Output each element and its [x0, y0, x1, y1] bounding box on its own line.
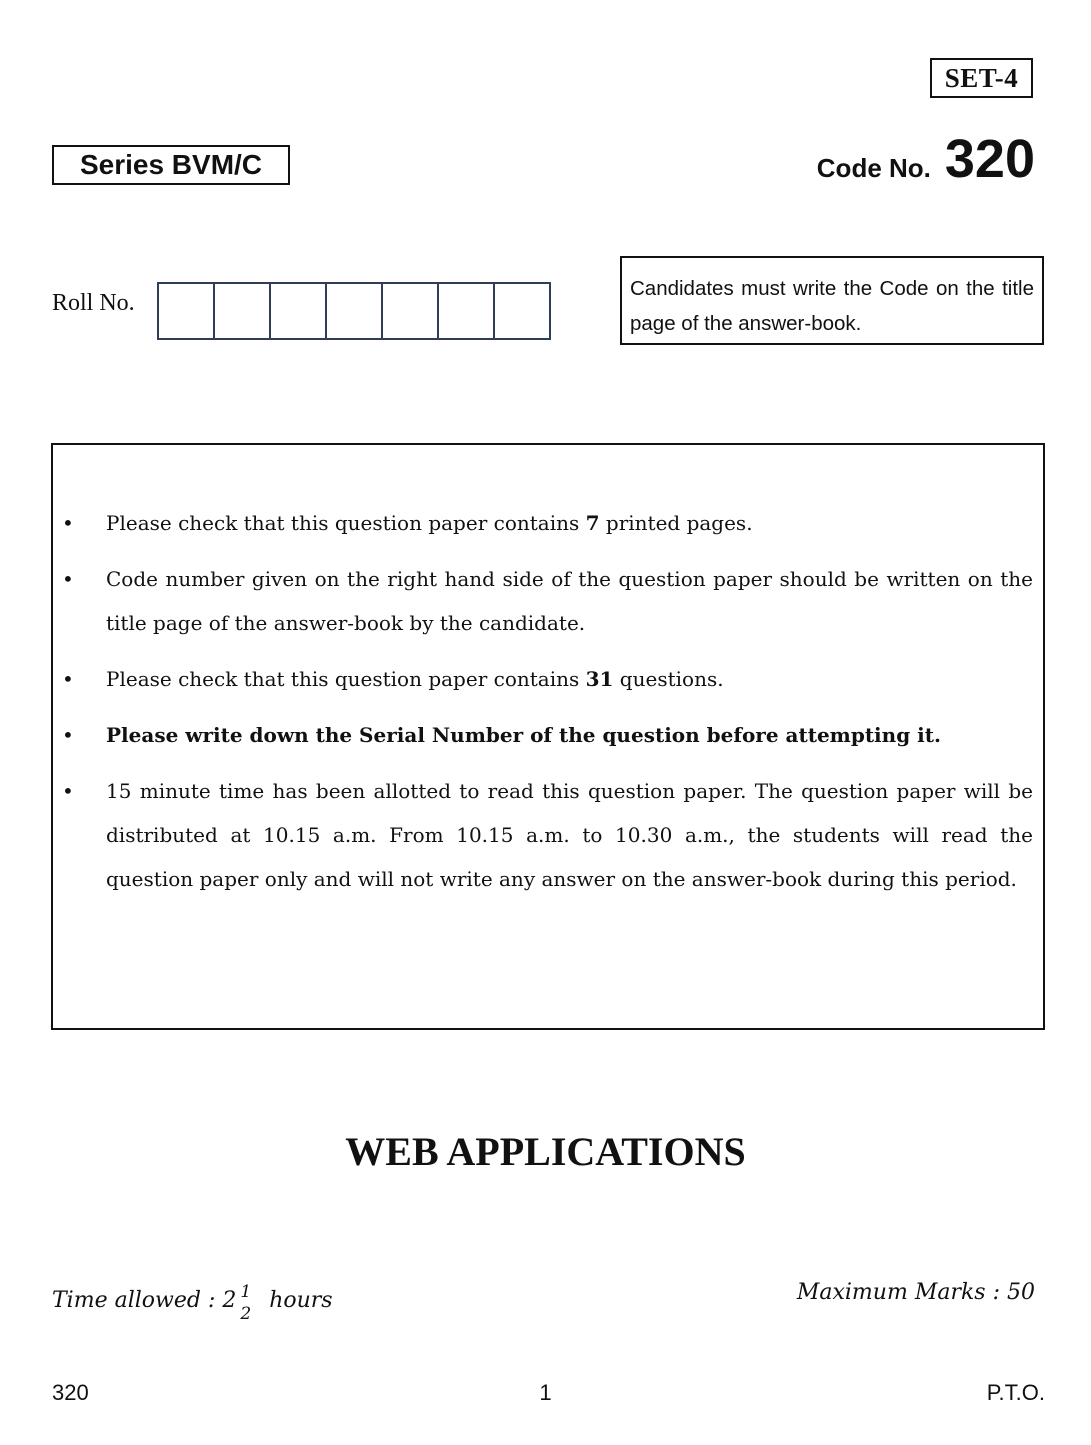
instruction-text: questions.: [613, 667, 724, 691]
instruction-text: 15 minute time has been allotted to read this question paper. The question paper will be distributed at 10.15 a.m. From 10.15 a.m. to 10.30 a.m., the students will read the question paper only and will not write any answer on the answer-book during this period.: [106, 779, 1033, 891]
roll-number-boxes: [157, 282, 551, 340]
instruction-text: printed pages.: [599, 511, 753, 535]
instruction-text: 31: [585, 667, 614, 691]
pto-label: P.T.O.: [986, 1380, 1045, 1405]
roll-number-cell[interactable]: [495, 284, 549, 338]
instruction-item: [53, 501, 1043, 545]
roll-number-cell[interactable]: [271, 284, 327, 338]
instructions-list: [53, 501, 1043, 913]
roll-number-label: Roll No.: [52, 290, 135, 316]
code-number: 320: [944, 129, 1035, 189]
candidate-code-note: Candidates must write the Code on the title page of the answer-book.: [620, 256, 1044, 345]
roll-number-cell[interactable]: [383, 284, 439, 338]
roll-number-cell[interactable]: [327, 284, 383, 338]
roll-number-cell[interactable]: [159, 284, 215, 338]
instruction-item: [53, 557, 1043, 645]
instruction-text: Please write down the Serial Number of the question before attempting it.: [106, 723, 941, 747]
instruction-text: Code number given on the right hand side of the question paper should be written on the title page of the answer-book by the candidate.: [106, 567, 1033, 635]
page-number: 1: [539, 1380, 552, 1405]
time-fraction: [240, 1281, 251, 1325]
code-number-block: [817, 128, 1035, 190]
instruction-item: [53, 769, 1043, 901]
footer-code: 320: [52, 1380, 89, 1405]
instructions-box: [51, 443, 1045, 1030]
bullet-icon: •: [62, 723, 74, 747]
bullet-icon: •: [62, 567, 74, 591]
time-allowed: [52, 1278, 333, 1322]
fraction-numerator: 1: [240, 1282, 252, 1302]
time-unit: hours: [269, 1287, 333, 1313]
series-label: Series BVM/C: [52, 145, 290, 185]
paper-title: WEB APPLICATIONS: [345, 1129, 746, 1174]
fraction-denominator: 2: [240, 1304, 252, 1324]
bullet-icon: •: [62, 511, 74, 535]
roll-number-cell[interactable]: [439, 284, 495, 338]
bullet-icon: •: [62, 667, 74, 691]
instruction-item: [53, 713, 1043, 757]
instruction-text: Please check that this question paper contains: [106, 511, 586, 535]
set-label: SET-4: [930, 58, 1033, 98]
bullet-icon: •: [62, 779, 74, 803]
roll-number-cell[interactable]: [215, 284, 271, 338]
instruction-item: [53, 657, 1043, 701]
time-allowed-label: Time allowed : 2: [52, 1287, 237, 1313]
code-label: Code No.: [816, 153, 931, 183]
instruction-text: 7: [585, 511, 600, 535]
maximum-marks: Maximum Marks : 50: [796, 1280, 1035, 1305]
instruction-text: Please check that this question paper contains: [106, 667, 586, 691]
